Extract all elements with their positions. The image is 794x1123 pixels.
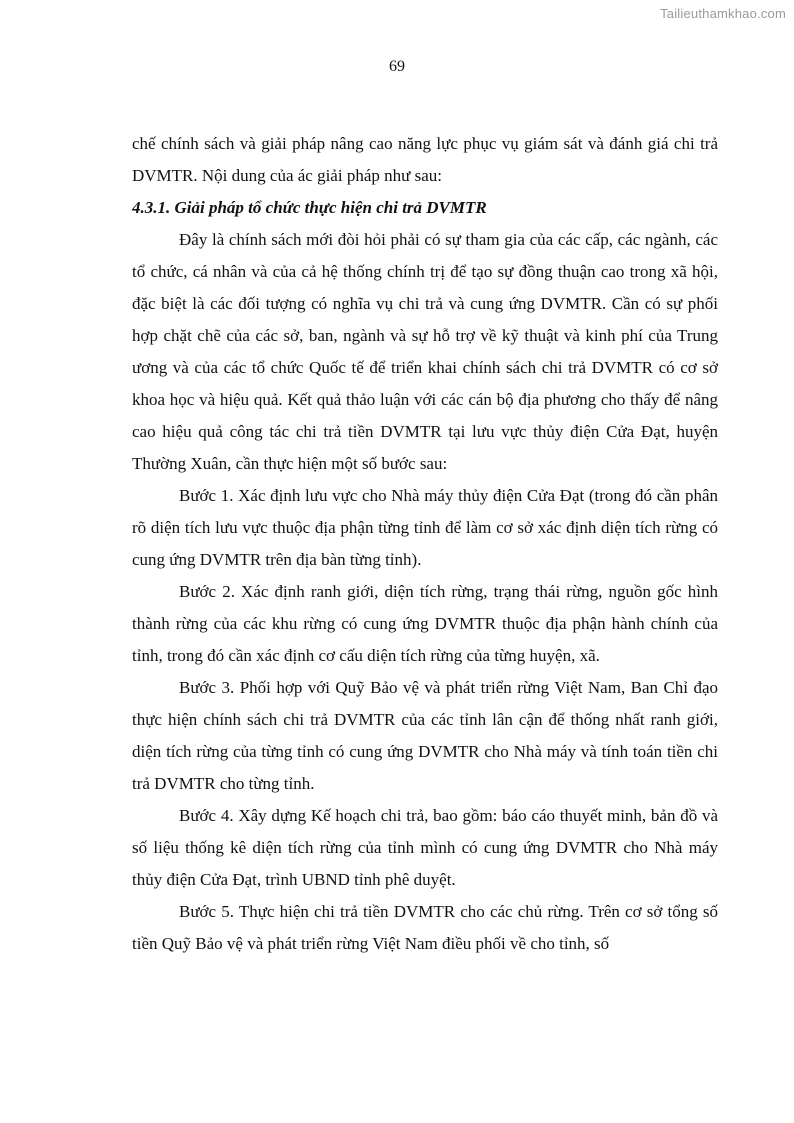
document-body [132, 128, 718, 960]
intro-paragraph: chế chính sách và giải pháp nâng cao năng lực phục vụ giám sát và đánh giá chi trả DVMTR. Nội dung của ác giải pháp như sau: [132, 134, 718, 185]
step-paragraph: Bước 3. Phối hợp với Quỹ Bảo vệ và phát triển rừng Việt Nam, Ban Chỉ đạo thực hiện chính sách chi trả DVMTR của các tỉnh lân cận để thống nhất ranh giới, diện tích rừng của từng tỉnh có cung ứng DVMTR cho Nhà máy và tính toán tiền chi trả DVMTR cho từng tỉnh. [132, 678, 718, 793]
section-paragraph: Đây là chính sách mới đòi hỏi phải có sự tham gia của các cấp, các ngành, các tổ chức, cá nhân và của cả hệ thống chính trị để tạo sự đồng thuận cao trong xã hội, đặc biệt là các đối tượng có nghĩa vụ chi trả và cung ứng DVMTR. Cần có sự phối hợp chặt chẽ của các sở, ban, ngành và sự hỗ trợ về kỹ thuật và kinh phí của Trung ương và của các tổ chức Quốc tế để triển khai chính sách chi trả DVMTR có cơ sở khoa học và hiệu quả. Kết quả thảo luận với các cán bộ địa phương cho thấy để nâng cao hiệu quả công tác chi trả tiền DVMTR tại lưu vực thủy điện Cửa Đạt, huyện Thường Xuân, cần thực hiện một số bước sau: [132, 230, 718, 473]
watermark: Tailieuthamkhao.com [660, 6, 786, 21]
step-paragraph: Bước 4. Xây dựng Kế hoạch chi trả, bao gồm: báo cáo thuyết minh, bản đồ và số liệu thống kê diện tích rừng của tỉnh mình có cung ứng DVMTR cho Nhà máy thủy điện Cửa Đạt, trình UBND tỉnh phê duyệt. [132, 806, 718, 889]
step-paragraph: Bước 2. Xác định ranh giới, diện tích rừng, trạng thái rừng, nguồn gốc hình thành rừng của các khu rừng có cung ứng DVMTR thuộc địa phận hành chính của tỉnh, trong đó cần xác định cơ cấu diện tích rừng của từng huyện, xã. [132, 582, 718, 665]
section-heading: 4.3.1. Giải pháp tổ chức thực hiện chi trả DVMTR [132, 198, 487, 217]
step-paragraph: Bước 5. Thực hiện chi trả tiền DVMTR cho các chủ rừng. Trên cơ sở tổng số tiền Quỹ Bảo vệ và phát triển rừng Việt Nam điều phối về cho tỉnh, số [132, 902, 718, 953]
step-paragraph: Bước 1. Xác định lưu vực cho Nhà máy thủy điện Cửa Đạt (trong đó cần phân rõ diện tích lưu vực thuộc địa phận từng tỉnh để làm cơ sở xác định diện tích rừng có cung ứng DVMTR trên địa bàn từng tỉnh). [132, 486, 718, 569]
page-number: 69 [389, 58, 405, 75]
